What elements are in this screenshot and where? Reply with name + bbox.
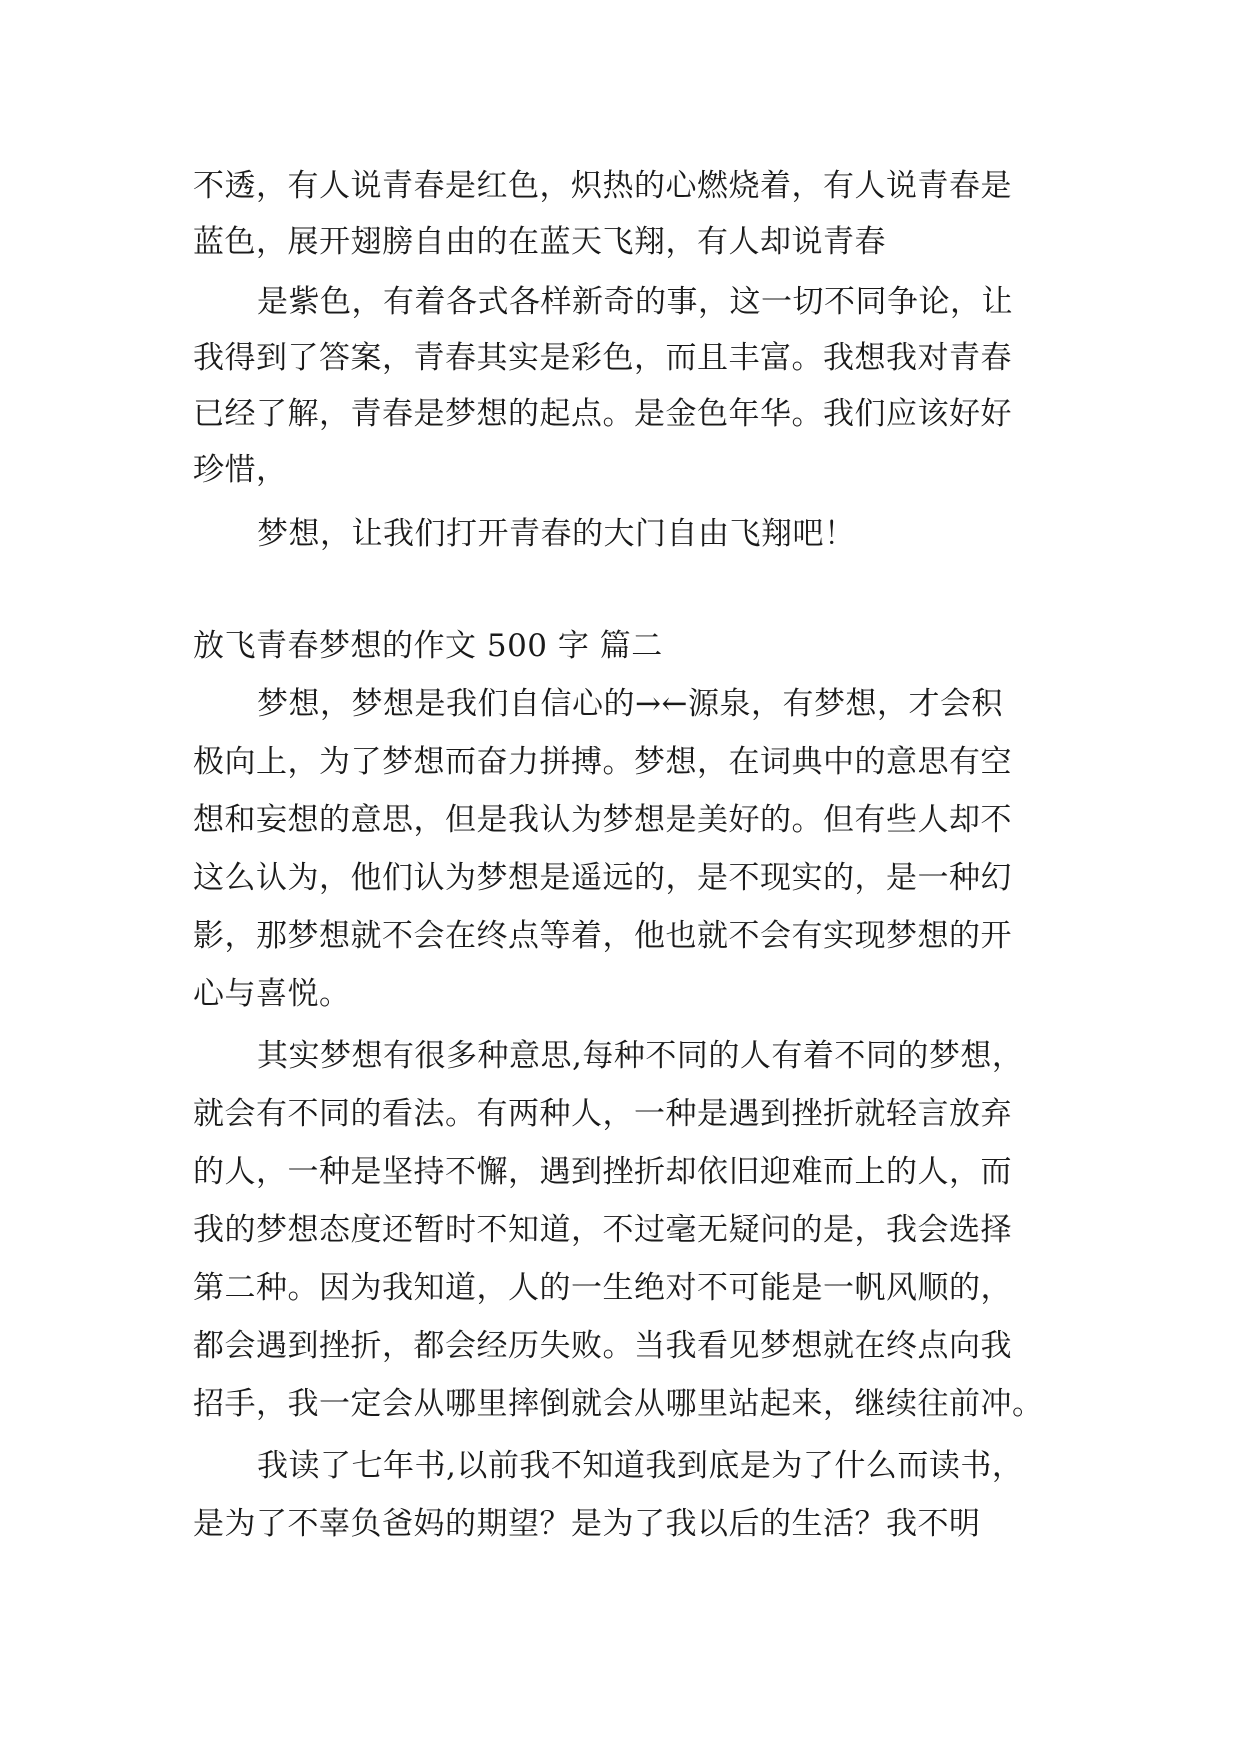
paragraph-line: 是为了不辜负爸妈的期望？是为了我以后的生活？我不明 xyxy=(193,1506,981,1542)
paragraph-line: 其实梦想有很多种意思,每种不同的人有着不同的梦想， xyxy=(257,1038,1024,1074)
paragraph-line: 珍惜， xyxy=(193,452,288,488)
paragraph-line: 我读了七年书,以前我不知道我到底是为了什么而读书， xyxy=(257,1448,1024,1484)
paragraph-line: 梦想，让我们打开青春的大门自由飞翔吧！ xyxy=(257,516,856,552)
paragraph-line: 不透，有人说青春是红色，炽热的心燃烧着，有人说青春是 xyxy=(193,168,1012,204)
paragraph-line: 这么认为，他们认为梦想是遥远的，是不现实的，是一种幻 xyxy=(193,860,1012,896)
paragraph-line: 想和妄想的意思，但是我认为梦想是美好的。但有些人却不 xyxy=(193,802,1012,838)
paragraph-line: 影，那梦想就不会在终点等着，他也就不会有实现梦想的开 xyxy=(193,918,1012,954)
paragraph-line: 第二种。因为我知道，人的一生绝对不可能是一帆风顺的， xyxy=(193,1270,1012,1306)
paragraph-line: 的人，一种是坚持不懈，遇到挫折却依旧迎难而上的人，而 xyxy=(193,1154,1012,1190)
paragraph-line: 招手，我一定会从哪里摔倒就会从哪里站起来，继续往前冲。 xyxy=(193,1386,1044,1422)
paragraph-line: 已经了解，青春是梦想的起点。是金色年华。我们应该好好 xyxy=(193,396,1012,432)
paragraph-line: 都会遇到挫折，都会经历失败。当我看见梦想就在终点向我 xyxy=(193,1328,1012,1364)
paragraph-line: 我得到了答案，青春其实是彩色，而且丰富。我想我对青春 xyxy=(193,340,1012,376)
paragraph-line: 梦想，梦想是我们自信心的→←源泉，有梦想，才会积 xyxy=(257,686,1003,722)
paragraph-line: 蓝色，展开翅膀自由的在蓝天飞翔，有人却说青春 xyxy=(193,224,886,260)
paragraph-line: 心与喜悦。 xyxy=(193,976,351,1012)
paragraph-line: 是紫色，有着各式各样新奇的事，这一切不同争论，让 xyxy=(257,284,1013,320)
paragraph-line: 极向上，为了梦想而奋力拼搏。梦想，在词典中的意思有空 xyxy=(193,744,1012,780)
paragraph-line: 我的梦想态度还暂时不知道，不过毫无疑问的是，我会选择 xyxy=(193,1212,1012,1248)
paragraph-line: 就会有不同的看法。有两种人，一种是遇到挫折就轻言放弃 xyxy=(193,1096,1012,1132)
section-heading: 放飞青春梦想的作文 500 字 篇二 xyxy=(193,628,663,664)
